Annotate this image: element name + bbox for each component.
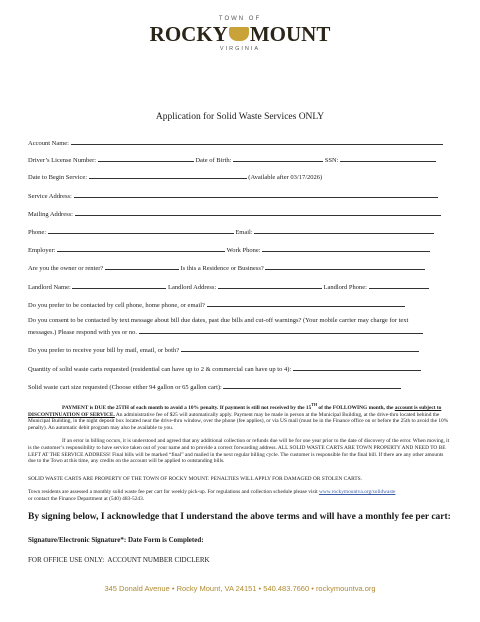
text-consent-label-1: Do you consent to be contacted by text message about bill due dates, past due bills and cut-off warnings? (Your mobile carrier may charge for text [28,317,409,324]
cart-size-label: Solid waste cart size requested (Choose either 94 gallon or 65 gallon cart): [28,384,222,391]
fee-text-2: or contact the Finance Department at (540) 483-5243. [28,495,145,502]
solidwaste-link[interactable]: www.rockymountva.org/solidwaste [318,489,396,495]
office-use-row [28,556,452,564]
account-name-row [28,137,452,147]
bill-pref-row [28,344,452,354]
work-phone-field[interactable] [262,244,430,252]
employer-field[interactable] [57,244,225,252]
contact-pref-row [28,299,452,309]
payment-bold-1: PAYMENT is DUE the 25TH of each month to avoid a 10% penalty. If payment is still not received by the 15 [62,404,312,411]
payment-bold-2: of the FOLLOWING month, the [317,404,394,411]
landlord-name-field[interactable] [72,281,166,289]
office-cid-label: CID [174,556,187,564]
payment-sup: TH [311,402,318,407]
service-address-field[interactable] [74,190,438,198]
signature-label: Signature/Electronic Signature*: [28,536,127,544]
license-field[interactable] [98,154,194,162]
service-address-label: Service Address: [28,193,72,200]
acknowledge-statement: By signing below, I acknowledge that I understand the above terms and will have a monthly fee per cart: [28,512,451,522]
payment-rest: An administrative fee of $25 will automatically apply. Payment may be made in person at the Municipal Building, at the drive-thru located behind the Municipal Building, in the night deposit box located near the drive-thru window, over the phone (fee applies), or via US mail (must be in the Finance office on or before the 25th to avoid the 10% penalty). An automatic debit program may also be available to you. [28,411,449,432]
town-logo [0,16,480,52]
owner-row [28,262,452,272]
phone-label: Phone: [28,229,47,236]
landlord-phone-field[interactable] [369,281,429,289]
ssn-label: SSN: [324,157,339,164]
landlord-address-label: Landlord Address: [168,284,217,291]
text-consent-row-2 [28,326,452,336]
service-address-row [28,190,452,200]
dob-label: Date of Birth: [195,157,232,164]
landlord-name-label: Landlord Name: [28,284,71,291]
payment-paragraph [28,402,452,432]
text-consent-row-1 [28,317,452,324]
begin-note: (Available after 03/17/2026) [248,174,323,181]
landlord-row [28,281,452,291]
contact-pref-label: Do you prefer to be contacted by cell phone, home phone, or email? [28,302,205,309]
cart-size-field[interactable] [223,381,401,389]
landlord-address-field[interactable] [218,281,322,289]
mailing-address-row [28,208,452,218]
owner-label: Are you the owner or renter? [28,265,104,272]
landlord-phone-label: Landlord Phone: [323,284,367,291]
email-field[interactable] [254,226,434,234]
logo-name-left: ROCKY [149,22,228,46]
account-name-field[interactable] [71,137,443,145]
property-paragraph: SOLID WASTE CARTS ARE PROPERTY OF THE TOWN OF ROCKY MOUNT. PENALTIES WILL APPLY FOR DAMAGED OR STOLEN CARTS. [28,476,363,482]
begin-field[interactable] [89,171,247,179]
owner-field[interactable] [105,262,179,270]
footer-contact: 345 Donald Avenue • Rocky Mount, VA 24151 • 540.483.7660 • rockymountva.org [104,584,376,593]
office-clerk-label: CLERK [186,556,210,564]
mailing-address-field[interactable] [75,208,441,216]
quantity-label: Quantity of solid waste carts requested (residential can have up to 2 & commercial can have up to 4): [28,366,292,373]
payment-underline: account is subject to DISCONTINUATION OF SERVICE. [28,404,442,418]
license-row [28,154,452,164]
employer-row [28,244,452,254]
bill-pref-label: Do you prefer to receive your bill by mail, email, or both? [28,347,180,354]
quantity-row [28,363,452,373]
text-consent-field[interactable] [139,326,423,334]
dob-field[interactable] [233,154,323,162]
cart-size-row [28,381,452,391]
license-label: Driver’s License Number: [28,157,97,164]
logo-town-of: TOWN OF [218,16,262,22]
bill-pref-field[interactable] [181,344,419,352]
quantity-field[interactable] [293,363,421,371]
logo-state: VIRGINIA [219,46,261,52]
error-paragraph: If an error in billing occurs, it is understood and agreed that any additional collection or refunds due will be for one year prior to the date of discovery of the error. When moving, it is the customer’s responsibility to have service taken out of your name and to provide a correct forwarding address. ALL SOLID WASTE CARTS ARE TOWN PROPERTY AND NEED TO BE LEFT AT THE SERVICE ADDRESS! Final bills will be marked “final” and mailed in the next regular billing cycle. The customer is responsible for the final bill. If there are any other amounts due to the Town at this time, any credits on the account will be applied to outstanding bills. [28,438,450,465]
account-name-label: Account Name: [28,140,69,147]
phone-row [28,226,452,236]
work-phone-label: Work Phone: [226,247,261,254]
begin-label: Date to Begin Service: [28,174,88,181]
contact-pref-field[interactable] [207,299,405,307]
office-account-label: ACCOUNT NUMBER [107,556,173,564]
logo-badge-icon [229,27,249,41]
residence-label: Is this a Residence or Business? [180,265,264,272]
logo-name [0,22,480,46]
office-label: FOR OFFICE USE ONLY: [28,556,105,564]
residence-field[interactable] [265,262,425,270]
page-title: Application for Solid Waste Services ONLY [155,112,325,122]
email-label: Email: [235,229,253,236]
text-consent-label-2: messages.) Please respond with yes or no. [28,329,138,336]
logo-name-right: MOUNT [249,22,331,46]
mailing-address-label: Mailing Address: [28,211,73,218]
fee-paragraph [28,489,452,503]
begin-row [28,171,452,181]
ssn-field[interactable] [340,154,436,162]
phone-field[interactable] [48,226,234,234]
signature-row [28,536,452,544]
employer-label: Employer: [28,247,56,254]
fee-text-1: Town residents are assessed a monthly solid waste fee per cart for weekly pick-up. For regulations and collection schedule please visit [28,489,319,495]
date-completed-label: Date Form is Completed: [127,536,204,544]
